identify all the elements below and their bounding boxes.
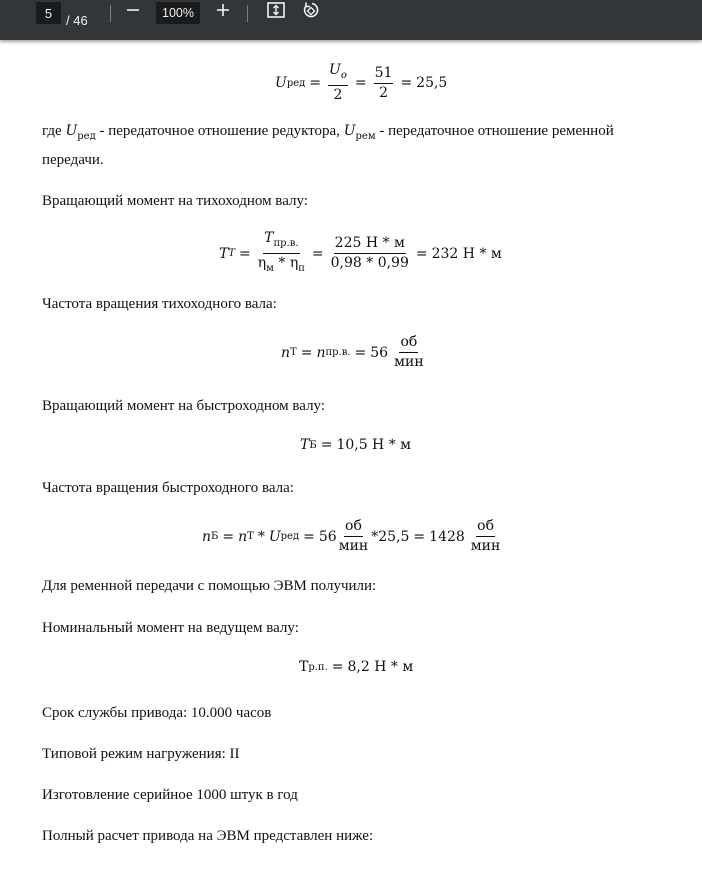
paragraph-definition-line1 [42, 117, 614, 151]
fraction [258, 230, 305, 277]
eq-subscript: р.п. [308, 661, 328, 673]
eq-symbol: T [219, 245, 229, 262]
fit-to-page-button[interactable] [265, 0, 287, 30]
eq-result: 10,5 Н * м [336, 437, 412, 453]
fraction [328, 62, 348, 104]
unit-denominator: мин [470, 538, 501, 554]
eq-value: 56 [318, 528, 337, 545]
eq-result: 232 Н * м [431, 245, 502, 262]
text-span: - передаточное отношение редуктора, [95, 123, 344, 139]
inline-symbol: U [65, 123, 78, 139]
unit-numerator: об [344, 518, 363, 537]
zoom-level-input[interactable]: 100% [156, 2, 200, 24]
fraction [374, 65, 394, 102]
eq-result: 8,2 Н * м [347, 659, 414, 675]
eq-subscript: м [266, 263, 274, 274]
heading-low-speed-torque: Вращающий момент на тихоходном валу: [42, 193, 308, 209]
equation-nominal-torque: Т р.п. = 8,2 Н * м [299, 659, 414, 675]
text-span: где [42, 123, 66, 139]
minus-icon [126, 3, 140, 17]
page-total: / 46 [66, 12, 88, 28]
equation-low-speed-torque: T T = $\frac{T_{пр.в.}}{\eta_м * \eta_п}$ = $\frac{225 Н * м}{0,98 * 0,99}$ = 232 Н * м [219, 230, 502, 277]
line-final-note: Полный расчет привода на ЭВМ представлен ниже: [42, 828, 374, 844]
heading-high-speed-rpm: Частота вращения быстроходного вала: [42, 480, 294, 496]
heading-nominal-torque: Номинальный момент на ведущем валу: [42, 620, 299, 636]
eq-subscript: Т [247, 531, 254, 542]
eq-value: 1428 [429, 528, 465, 545]
eq-denominator: 2 [379, 84, 388, 101]
rotate-icon [302, 1, 320, 19]
eq-subscript: п [298, 263, 305, 274]
eq-value: 56 [370, 344, 389, 361]
eq-subscript: пр.в. [273, 238, 299, 249]
plus-icon [216, 3, 230, 17]
eq-symbol: η [257, 255, 267, 271]
eq-symbol: T [264, 230, 274, 246]
equation-gear-ratio: U ред = $\frac{U_o}{2}$ = $\frac{51}{2}$ = 25,5 [275, 62, 448, 103]
toolbar-divider [247, 5, 248, 22]
eq-symbol: n [281, 344, 291, 361]
eq-subscript: Т [290, 347, 297, 358]
zoom-out-button[interactable] [122, 0, 144, 30]
eq-symbol: η [289, 255, 299, 271]
eq-symbol: n [238, 528, 248, 545]
eq-numerator: 51 [374, 65, 394, 84]
heading-low-speed-rpm: Частота вращения тихоходного вала: [42, 296, 277, 312]
document-page [0, 40, 702, 878]
line-service-life: Срок службы привода: 10.000 часов [42, 705, 272, 721]
line-load-mode: Типовой режим нагружения: II [42, 746, 240, 762]
eq-subscript: Б [309, 439, 317, 451]
eq-subscript: T [228, 248, 236, 259]
line-production: Изготовление серийное 1000 штук в год [42, 787, 298, 803]
eq-value: 25,5 [378, 528, 410, 545]
unit-denominator: мин [394, 354, 424, 370]
eq-subscript: o [340, 70, 347, 81]
unit-fraction [394, 334, 424, 371]
toolbar-divider [110, 5, 111, 22]
eq-subscript: пр.в. [325, 347, 351, 358]
unit-numerator: об [399, 334, 418, 353]
eq-symbol: n [202, 528, 212, 545]
unit-denominator: мин [338, 538, 369, 554]
paragraph-definition-line2: передачи. [42, 152, 104, 168]
eq-denominator: 0,98 * 0,99 [330, 255, 409, 271]
eq-symbol: Т [299, 659, 309, 675]
heading-belt-transmission: Для ременной передачи с помощью ЭВМ получили: [42, 578, 377, 594]
unit-numerator: об [476, 518, 495, 537]
eq-symbol: U [329, 62, 341, 78]
inline-subscript: ред [77, 130, 96, 142]
zoom-in-button[interactable] [212, 0, 234, 30]
heading-high-speed-torque: Вращающий момент на быстроходном валу: [42, 398, 326, 414]
eq-symbol: U [275, 75, 287, 91]
eq-subscript: ред [280, 531, 300, 542]
eq-operator: * [273, 255, 290, 271]
unit-fraction [339, 518, 369, 555]
current-page-input[interactable]: 5 [36, 2, 61, 24]
eq-subscript: Б [211, 531, 219, 542]
pdf-toolbar [0, 0, 702, 40]
eq-denominator: 2 [333, 87, 343, 103]
eq-symbol: T [300, 437, 310, 453]
eq-subscript: ред [286, 77, 306, 89]
fit-page-icon [267, 2, 285, 18]
inline-symbol: U [343, 123, 356, 139]
unit-fraction [471, 518, 501, 555]
equation-high-speed-rpm: n Б = n Т * U ред = 56 $\frac{об}{\text{мин}}$ * 25,5 = 1428 $\frac{об}{\text{мин}}$ [202, 518, 501, 554]
equation-high-speed-torque: T Б = 10,5 Н * м [300, 437, 412, 453]
eq-symbol: U [268, 528, 281, 545]
fraction [331, 235, 409, 272]
eq-result: 25,5 [416, 75, 448, 91]
eq-numerator: 225 Н * м [334, 235, 406, 254]
eq-symbol: n [316, 344, 326, 361]
inline-subscript: рем [355, 130, 376, 142]
rotate-button[interactable] [300, 0, 322, 30]
text-span: - передаточное отношение ременной [375, 123, 614, 139]
equation-low-speed-rpm: n Т = n пр.в. = 56 $\frac{об}{\text{мин}}$ [281, 334, 424, 370]
